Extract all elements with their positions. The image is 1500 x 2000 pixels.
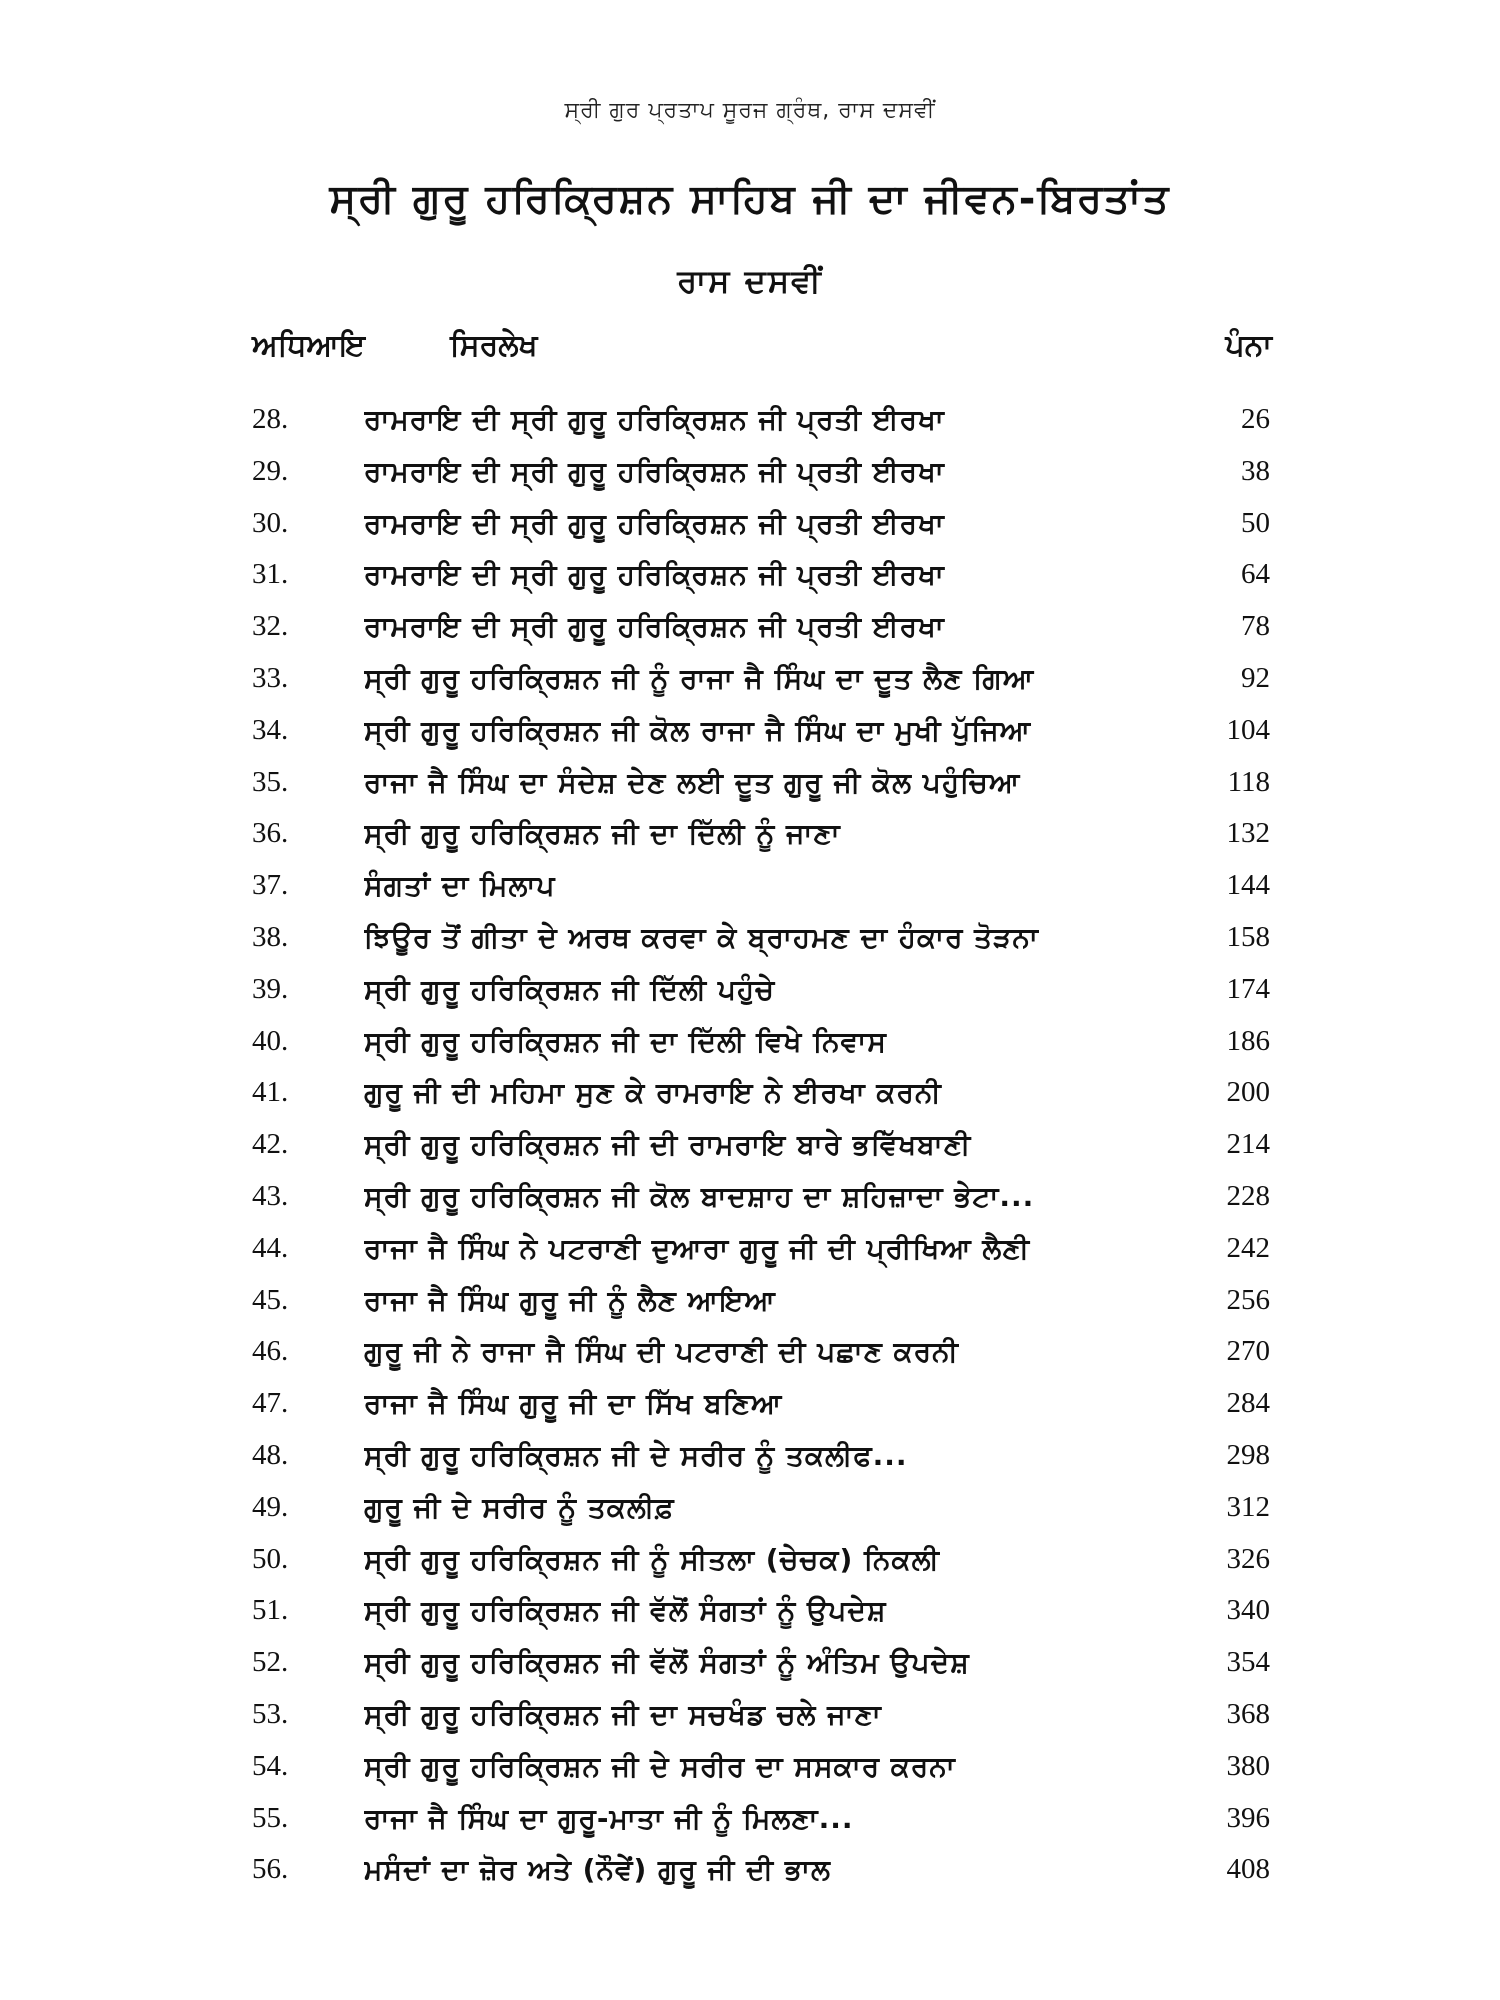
toc-entry-number: 45. xyxy=(252,1283,289,1316)
toc-entry-title: ਗੁਰੂ ਜੀ ਦੀ ਮਹਿਮਾ ਸੁਣ ਕੇ ਰਾਮਰਾਇ ਨੇ ਈਰਖਾ ਕਰਨੀ xyxy=(364,1076,942,1110)
toc-entry-number: 56. xyxy=(252,1853,289,1886)
toc-entry-number: 35. xyxy=(252,765,289,798)
toc-entry xyxy=(252,705,1272,757)
toc-entry-title: ਸ੍ਰੀ ਗੁਰੂ ਹਰਿਕ੍ਰਿਸ਼ਨ ਜੀ ਵੱਲੋਂ ਸੰਗਤਾਂ ਨੂੰ ਅੰਤਿਮ ਉਪਦੇਸ਼ xyxy=(364,1646,970,1680)
toc-entry-number: 37. xyxy=(252,869,289,902)
toc-entry xyxy=(252,601,1272,653)
toc-entry-page: 256 xyxy=(1226,1283,1270,1316)
toc-entry-page: 270 xyxy=(1226,1335,1270,1368)
toc-entry xyxy=(252,1430,1272,1482)
toc-entry-page: 50 xyxy=(1241,506,1270,539)
page-subtitle: ਰਾਸ ਦਸਵੀਂ xyxy=(677,262,823,300)
toc-entry xyxy=(252,1326,1272,1378)
toc-entry-page: 312 xyxy=(1226,1490,1270,1523)
toc-entry-number: 47. xyxy=(252,1387,289,1420)
toc-entry-number: 50. xyxy=(252,1542,289,1575)
toc-entry-title: ਸ੍ਰੀ ਗੁਰੂ ਹਰਿਕ੍ਰਿਸ਼ਨ ਜੀ ਦਾ ਦਿੱਲੀ ਵਿਖੇ ਨਿਵਾਸ xyxy=(364,1024,887,1058)
toc-entry-page: 326 xyxy=(1226,1542,1270,1575)
toc-entry-page: 200 xyxy=(1226,1076,1270,1109)
toc-entry xyxy=(252,1534,1272,1586)
toc-entry-page: 284 xyxy=(1226,1387,1270,1420)
toc-entry-title: ਰਾਜਾ ਜੈ ਸਿੰਘ ਦਾ ਸੰਦੇਸ਼ ਦੇਣ ਲਈ ਦੂਤ ਗੁਰੂ ਜੀ ਕੋਲ ਪਹੁੰਚਿਆ xyxy=(364,765,1021,799)
column-header-heading: ਸਿਰਲੇਖ xyxy=(450,328,538,363)
toc-entry xyxy=(252,498,1272,550)
toc-entry xyxy=(252,1637,1272,1689)
toc-entry-page: 132 xyxy=(1226,817,1270,850)
toc-entry xyxy=(252,1844,1272,1896)
toc-entry-page: 174 xyxy=(1226,972,1270,1005)
toc-column-headers xyxy=(252,328,1272,372)
page-title: ਸ੍ਰੀ ਗੁਰੂ ਹਰਿਕ੍ਰਿਸ਼ਨ ਸਾਹਿਬ ਜੀ ਦਾ ਜੀਵਨ-ਬਿਰਤਾਂਤ xyxy=(329,176,1171,222)
toc-entry xyxy=(252,1741,1272,1793)
toc-entry-title: ਰਾਮਰਾਇ ਦੀ ਸ੍ਰੀ ਗੁਰੂ ਹਰਿਕ੍ਰਿਸ਼ਨ ਜੀ ਪ੍ਰਤੀ ਈਰਖਾ xyxy=(364,506,945,540)
toc-entry xyxy=(252,653,1272,705)
toc-entry-title: ਸ੍ਰੀ ਗੁਰੂ ਹਰਿਕ੍ਰਿਸ਼ਨ ਜੀ ਨੂੰ ਸੀਤਲਾ (ਚੇਚਕ) ਨਿਕਲੀ xyxy=(364,1542,940,1576)
toc-entry-page: 144 xyxy=(1226,869,1270,902)
toc-entry-title: ਮਸੰਦਾਂ ਦਾ ਜ਼ੋਰ ਅਤੇ (ਨੌਵੇਂ) ਗੁਰੂ ਜੀ ਦੀ ਭਾਲ xyxy=(364,1853,831,1887)
toc-entry-title: ਸੰਗਤਾਂ ਦਾ ਮਿਲਾਪ xyxy=(364,869,556,903)
toc-entry-title: ਸ੍ਰੀ ਗੁਰੂ ਹਰਿਕ੍ਰਿਸ਼ਨ ਜੀ ਦਿੱਲੀ ਪਹੁੰਚੇ xyxy=(364,972,775,1006)
toc-entry-number: 32. xyxy=(252,610,289,643)
toc-entry-page: 368 xyxy=(1226,1697,1270,1730)
toc-entry-page: 228 xyxy=(1226,1179,1270,1212)
toc-entry-number: 40. xyxy=(252,1024,289,1057)
toc-entry xyxy=(252,1067,1272,1119)
toc-entry-number: 42. xyxy=(252,1128,289,1161)
toc-entry xyxy=(252,1275,1272,1327)
toc-entry-page: 340 xyxy=(1226,1594,1270,1627)
toc-entry-title: ਰਾਜਾ ਜੈ ਸਿੰਘ ਗੁਰੂ ਜੀ ਦਾ ਸਿੱਖ ਬਣਿਆ xyxy=(364,1387,783,1421)
toc-entry xyxy=(252,912,1272,964)
toc-entry xyxy=(252,860,1272,912)
toc-entry-number: 29. xyxy=(252,454,289,487)
toc-entry-title: ਰਾਜਾ ਜੈ ਸਿੰਘ ਦਾ ਗੁਰੂ-ਮਾਤਾ ਜੀ ਨੂੰ ਮਿਲਣਾ... xyxy=(364,1801,854,1835)
toc-entry xyxy=(252,808,1272,860)
toc-entry-page: 64 xyxy=(1241,558,1270,591)
running-header: ਸ੍ਰੀ ਗੁਰ ਪ੍ਰਤਾਪ ਸੂਰਜ ਗ੍ਰੰਥ, ਰਾਸ ਦਸਵੀਂ xyxy=(564,98,936,123)
toc-entry-page: 104 xyxy=(1226,713,1270,746)
toc-entry-number: 54. xyxy=(252,1749,289,1782)
toc-entry-number: 30. xyxy=(252,506,289,539)
toc-entry xyxy=(252,1171,1272,1223)
toc-entry-number: 38. xyxy=(252,920,289,953)
toc-entry-number: 41. xyxy=(252,1076,289,1109)
toc-entry-number: 33. xyxy=(252,661,289,694)
toc-entry-number: 51. xyxy=(252,1594,289,1627)
toc-entry-page: 214 xyxy=(1226,1128,1270,1161)
toc-entry xyxy=(252,1223,1272,1275)
toc-entry-page: 354 xyxy=(1226,1646,1270,1679)
toc-entry-number: 43. xyxy=(252,1179,289,1212)
toc-entry-page: 78 xyxy=(1241,610,1270,643)
toc-entry-page: 38 xyxy=(1241,454,1270,487)
toc-entry-page: 92 xyxy=(1241,661,1270,694)
toc-entry-page: 380 xyxy=(1226,1749,1270,1782)
toc-entry-page: 242 xyxy=(1226,1231,1270,1264)
toc-entry xyxy=(252,446,1272,498)
toc-entry-number: 53. xyxy=(252,1697,289,1730)
toc-entry xyxy=(252,1016,1272,1068)
toc-entry-number: 28. xyxy=(252,403,289,435)
toc-entry-title: ਗੁਰੂ ਜੀ ਨੇ ਰਾਜਾ ਜੈ ਸਿੰਘ ਦੀ ਪਟਰਾਣੀ ਦੀ ਪਛਾਣ ਕਰਨੀ xyxy=(364,1335,959,1369)
toc-entry xyxy=(252,1119,1272,1171)
toc-entry-page: 186 xyxy=(1226,1024,1270,1057)
toc-entry-number: 34. xyxy=(252,713,289,746)
toc-entry-page: 408 xyxy=(1226,1853,1270,1886)
toc-entry-title: ਰਾਮਰਾਇ ਦੀ ਸ੍ਰੀ ਗੁਰੂ ਹਰਿਕ੍ਰਿਸ਼ਨ ਜੀ ਪ੍ਰਤੀ ਈਰਖਾ xyxy=(364,610,945,644)
toc-entry-number: 55. xyxy=(252,1801,289,1834)
toc-entry-title: ਸ੍ਰੀ ਗੁਰੂ ਹਰਿਕ੍ਰਿਸ਼ਨ ਜੀ ਦਾ ਦਿੱਲੀ ਨੂੰ ਜਾਣਾ xyxy=(364,817,841,851)
toc-entry-page: 298 xyxy=(1226,1438,1270,1471)
toc-entry-title: ਰਾਮਰਾਇ ਦੀ ਸ੍ਰੀ ਗੁਰੂ ਹਰਿਕ੍ਰਿਸ਼ਨ ਜੀ ਪ੍ਰਤੀ ਈਰਖਾ xyxy=(364,454,945,488)
column-header-page: ਪੰਨਾ xyxy=(1225,328,1272,363)
toc-entry-number: 49. xyxy=(252,1490,289,1523)
toc-entry-number: 36. xyxy=(252,817,289,850)
toc-entry-title: ਸ੍ਰੀ ਗੁਰੂ ਹਰਿਕ੍ਰਿਸ਼ਨ ਜੀ ਨੂੰ ਰਾਜਾ ਜੈ ਸਿੰਘ ਦਾ ਦੂਤ ਲੈਣ ਗਿਆ xyxy=(364,661,1035,695)
toc-entry xyxy=(252,549,1272,601)
toc-entry-number: 31. xyxy=(252,558,289,591)
toc-entry-title: ਸ੍ਰੀ ਗੁਰੂ ਹਰਿਕ੍ਰਿਸ਼ਨ ਜੀ ਕੋਲ ਰਾਜਾ ਜੈ ਸਿੰਘ ਦਾ ਮੁਖੀ ਪੁੱਜਿਆ xyxy=(364,713,1032,747)
toc-entry-number: 39. xyxy=(252,972,289,1005)
toc-entry-page: 396 xyxy=(1226,1801,1270,1834)
toc-entry-page: 26 xyxy=(1241,403,1270,435)
toc-entry-title: ਸ੍ਰੀ ਗੁਰੂ ਹਰਿਕ੍ਰਿਸ਼ਨ ਜੀ ਦੇ ਸਰੀਰ ਨੂੰ ਤਕਲੀਫ... xyxy=(364,1438,908,1472)
toc-entry-title: ਝਿਊਰ ਤੋਂ ਗੀਤਾ ਦੇ ਅਰਥ ਕਰਵਾ ਕੇ ਬ੍ਰਾਹਮਣ ਦਾ ਹੰਕਾਰ ਤੋੜਨਾ xyxy=(364,920,1039,954)
toc-entry-number: 52. xyxy=(252,1646,289,1679)
toc-entry-page: 118 xyxy=(1227,765,1270,798)
column-header-chapter: ਅਧਿਆਇ xyxy=(252,328,366,363)
toc-entry xyxy=(252,394,1272,446)
toc-entry-title: ਸ੍ਰੀ ਗੁਰੂ ਹਰਿਕ੍ਰਿਸ਼ਨ ਜੀ ਦੇ ਸਰੀਰ ਦਾ ਸਸਕਾਰ ਕਰਨਾ xyxy=(364,1749,956,1783)
toc-entry-title: ਸ੍ਰੀ ਗੁਰੂ ਹਰਿਕ੍ਰਿਸ਼ਨ ਜੀ ਦਾ ਸਚਖੰਡ ਚਲੇ ਜਾਣਾ xyxy=(364,1697,882,1731)
toc-entry xyxy=(252,1482,1272,1534)
toc-entry-number: 44. xyxy=(252,1231,289,1264)
toc-entry xyxy=(252,1585,1272,1637)
toc-entry xyxy=(252,1689,1272,1741)
toc-entry-title: ਸ੍ਰੀ ਗੁਰੂ ਹਰਿਕ੍ਰਿਸ਼ਨ ਜੀ ਵੱਲੋਂ ਸੰਗਤਾਂ ਨੂੰ ਉਪਦੇਸ਼ xyxy=(364,1594,887,1628)
toc-entry xyxy=(252,964,1272,1016)
toc-entry-title: ਰਾਮਰਾਇ ਦੀ ਸ੍ਰੀ ਗੁਰੂ ਹਰਿਕ੍ਰਿਸ਼ਨ ਜੀ ਪ੍ਰਤੀ ਈਰਖਾ xyxy=(364,558,945,592)
toc-entry-page: 158 xyxy=(1226,920,1270,953)
toc-entry-title: ਰਾਜਾ ਜੈ ਸਿੰਘ ਗੁਰੂ ਜੀ ਨੂੰ ਲੈਣ ਆਇਆ xyxy=(364,1283,776,1317)
toc-entry xyxy=(252,757,1272,809)
toc-entry-title: ਰਾਮਰਾਇ ਦੀ ਸ੍ਰੀ ਗੁਰੂ ਹਰਿਕ੍ਰਿਸ਼ਨ ਜੀ ਪ੍ਰਤੀ ਈਰਖਾ xyxy=(364,403,945,436)
toc-entry xyxy=(252,1378,1272,1430)
toc-entry-title: ਰਾਜਾ ਜੈ ਸਿੰਘ ਨੇ ਪਟਰਾਣੀ ਦੁਆਰਾ ਗੁਰੂ ਜੀ ਦੀ ਪ੍ਰੀਖਿਆ ਲੈਣੀ xyxy=(364,1231,1031,1265)
toc-entry-number: 48. xyxy=(252,1438,289,1471)
toc-entry-title: ਸ੍ਰੀ ਗੁਰੂ ਹਰਿਕ੍ਰਿਸ਼ਨ ਜੀ ਦੀ ਰਾਮਰਾਇ ਬਾਰੇ ਭਵਿੱਖਬਾਣੀ xyxy=(364,1128,972,1162)
table-of-contents xyxy=(252,394,1272,1896)
toc-entry-title: ਗੁਰੂ ਜੀ ਦੇ ਸਰੀਰ ਨੂੰ ਤਕਲੀਫ਼ xyxy=(364,1490,675,1524)
toc-entry-title: ਸ੍ਰੀ ਗੁਰੂ ਹਰਿਕ੍ਰਿਸ਼ਨ ਜੀ ਕੋਲ ਬਾਦਸ਼ਾਹ ਦਾ ਸ਼ਹਿਜ਼ਾਦਾ ਭੇਟਾ... xyxy=(364,1179,1035,1213)
toc-entry-number: 46. xyxy=(252,1335,289,1368)
toc-entry xyxy=(252,1793,1272,1845)
